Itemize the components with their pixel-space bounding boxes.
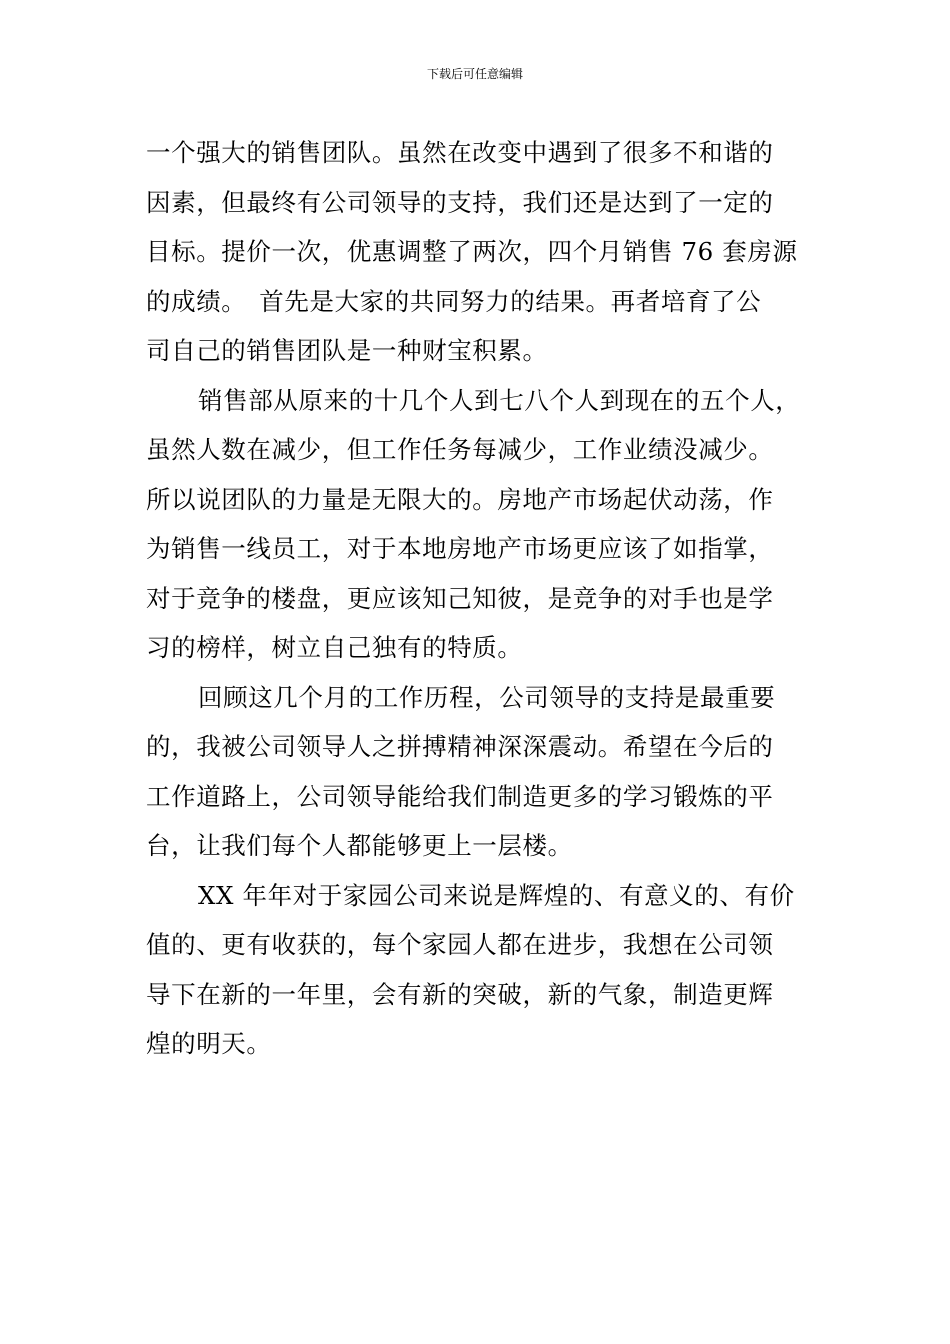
text-line: 值的、更有收获的，每个家园人都在进步，我想在公司领 — [146, 930, 774, 959]
text-line: 为销售一线员工，对于本地房地产市场更应该了如指掌， — [146, 534, 774, 563]
paragraph-4 — [146, 871, 806, 1069]
text-line: 因素，但最终有公司领导的支持，我们还是达到了一定的 — [146, 187, 774, 217]
paragraph-1 — [146, 128, 806, 376]
text-line: 所以说团队的力量是无限大的。房地产市场起伏动荡，作 — [146, 484, 774, 514]
text-line: 工作道路上，公司领导能给我们制造更多的学习锻炼的平 — [146, 781, 774, 811]
text-line: 司自己的销售团队是一种财宝积累。 — [146, 336, 548, 365]
text-line: 目标。提价一次，优惠调整了两次，四个月销售 76 套房源 — [146, 237, 798, 266]
paragraph-2 — [146, 376, 806, 673]
text-line: 导下在新的一年里，会有新的突破，新的气象，制造更辉 — [146, 979, 774, 1009]
paragraph-3 — [146, 673, 806, 871]
text-line: 对于竞争的楼盘，更应该知己知彼，是竞争的对手也是学 — [146, 583, 774, 613]
text-line: 的成绩。 首先是大家的共同努力的结果。再者培育了公 — [146, 286, 762, 316]
text-line: 台，让我们每个人都能够更上一层楼。 — [146, 831, 573, 860]
text-line: 虽然人数在减少，但工作任务每减少，工作业绩没减少。 — [146, 435, 774, 464]
document-body — [146, 128, 806, 1069]
text-line: 习的榜样，树立自己独有的特质。 — [146, 633, 523, 662]
text-line: 一个强大的销售团队。虽然在改变中遇到了很多不和谐的 — [146, 138, 774, 167]
text-line: 回顾这几个月的工作历程，公司领导的支持是最重要 — [198, 682, 776, 712]
page-header: 下载后可任意编辑 — [426, 67, 523, 81]
text-line: 的，我被公司领导人之拼搏精神深深震动。希望在今后的 — [146, 732, 774, 761]
text-line: 煌的明天。 — [146, 1029, 272, 1058]
text-line: 销售部从原来的十几个人到七八个人到现在的五个人， — [198, 385, 801, 415]
text-line: XX 年年对于家园公司来说是辉煌的、有意义的、有价 — [198, 880, 795, 910]
